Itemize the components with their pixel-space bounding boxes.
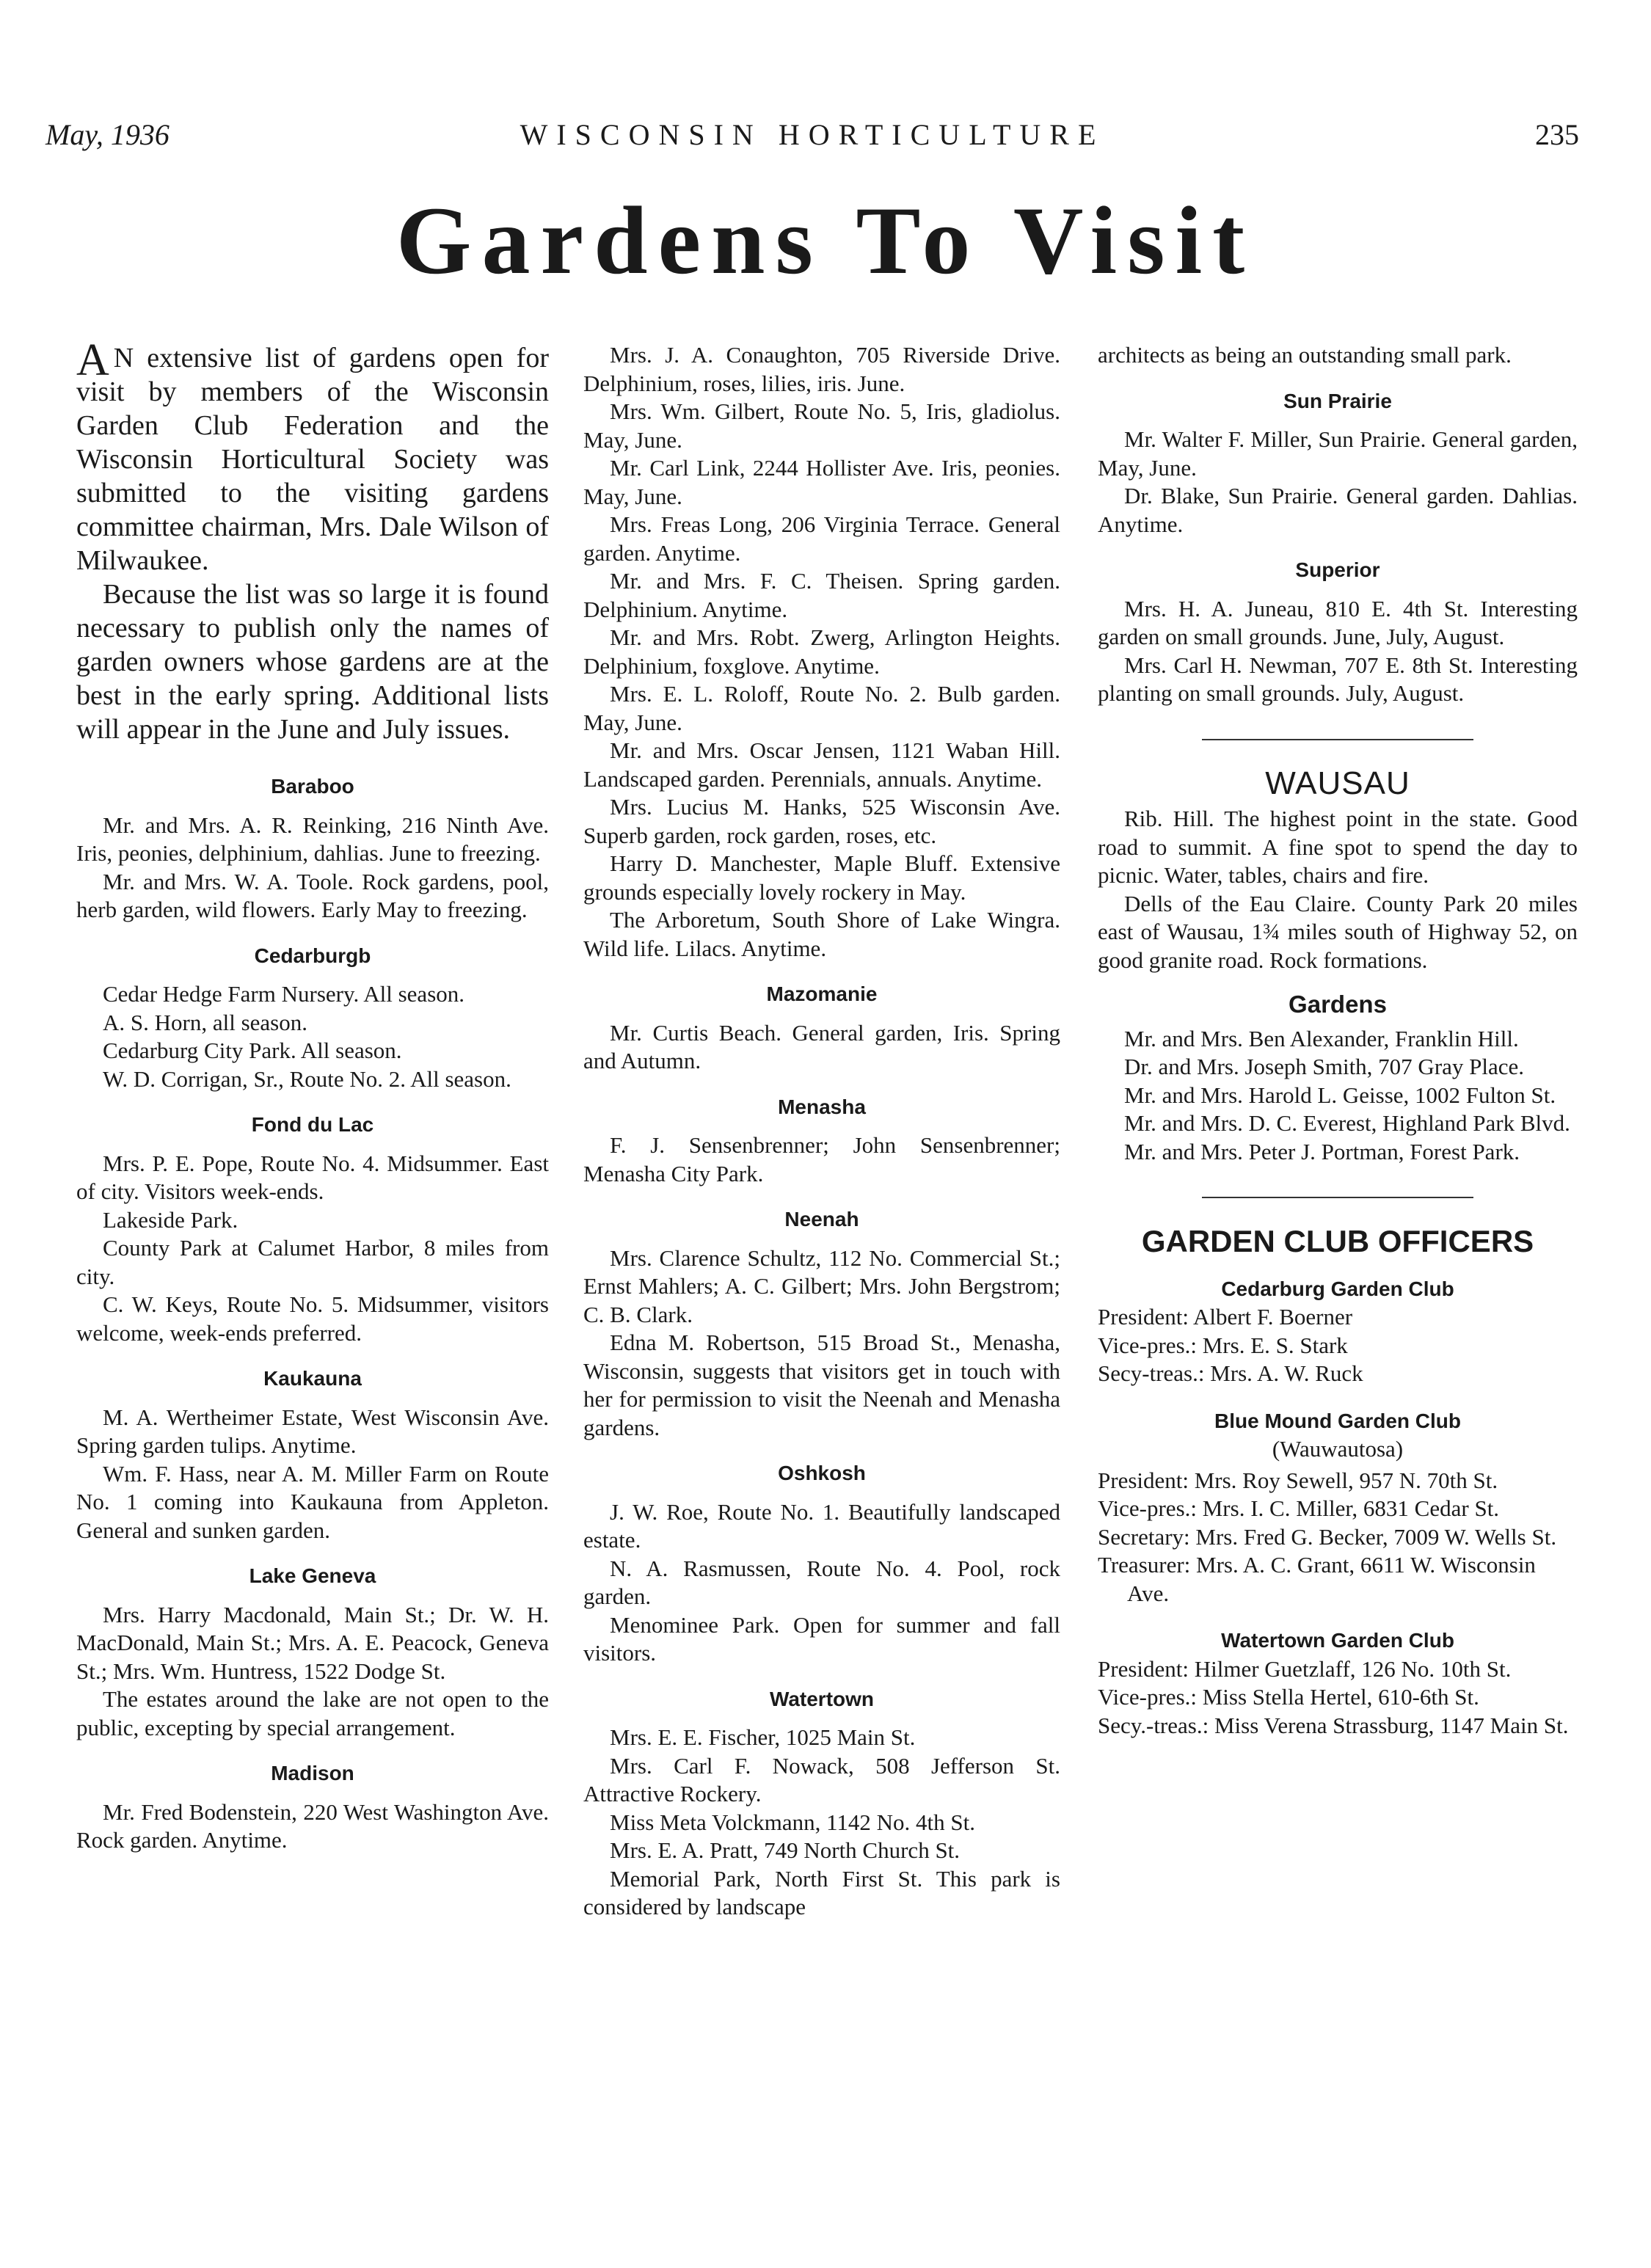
officer-line: Vice-pres.: Miss Stella Hertel, 610-6th St. [1098,1684,1479,1710]
garden-entry: Mr. and Mrs. Oscar Jensen, 1121 Waban Hill. Landscaped garden. Perennials, annuals. Anytime. [583,737,1060,792]
garden-entry: Mrs. P. E. Pope, Route No. 4. Midsummer. East of city. Visitors week-ends. [76,1150,549,1204]
intro [76,335,549,746]
garden-entry: The estates around the lake are not open to the public, excepting by special arrangement. [76,1686,549,1740]
location-heading: Baraboo [271,775,354,798]
garden-entry: Mr. and Mrs. Harold L. Geisse, 1002 Fulton St. [1124,1082,1556,1108]
column-3 [1098,341,1578,1740]
officers-heading: GARDEN CLUB OFFICERS [1141,1224,1534,1258]
officer-clubs [1098,1275,1578,1740]
page-header [45,117,1579,161]
listing-group [583,1093,1060,1189]
garden-entry: Mr. and Mrs. D. C. Everest, Highland Park Blvd. [1124,1110,1570,1136]
location-heading: Neenah [784,1208,859,1230]
location-heading: Madison [271,1762,354,1784]
listing-group [583,1206,1060,1442]
location-heading: Watertown [769,1687,875,1710]
garden-entry: Mrs. Clarence Schultz, 112 No. Commercial St.; Ernst Mahlers; A. C. Gilbert; Mrs. John Bergstrom; C. B. Clark. [583,1244,1060,1327]
intro-text-1: N extensive list of gardens open for visit by members of the Wisconsin Garden Club Federation and the Wisconsin Horticultural Society was submitted to the visiting gardens committee chairman, Mrs. Dale Wilson of Milwaukee. [76,343,549,576]
listing-group [583,1685,1060,1922]
garden-entry: Dr. and Mrs. Joseph Smith, 707 Gray Place. [1124,1054,1525,1079]
garden-entry: Mrs. Harry Macdonald, Main St.; Dr. W. H. MacDonald, Main St.; Mrs. A. E. Peacock, Geneva St.; Mrs. Wm. Huntress, 1522 Dodge St. [76,1601,549,1684]
column-2 [583,341,1060,1922]
garden-entry: Mr. Carl Link, 2244 Hollister Ave. Iris, peonies. May, June. [583,455,1060,509]
club-block [1098,1275,1578,1388]
club-block [1098,1407,1578,1608]
garden-entry: Mrs. Freas Long, 206 Virginia Terrace. General garden. Anytime. [583,511,1060,566]
location-heading: Superior [1295,558,1380,581]
gardens-heading: Gardens [1289,991,1387,1018]
garden-entry: Mrs. J. A. Conaughton, 705 Riverside Drive. Delphinium, roses, lilies, iris. June. [583,342,1060,396]
listing-group [1098,387,1578,539]
garden-entry: N. A. Rasmussen, Route No. 4. Pool, rock garden. [583,1555,1060,1609]
garden-entry: A. S. Horn, all season. [103,1009,307,1035]
garden-entry: Wm. F. Hass, near A. M. Miller Farm on Route No. 1 coming into Kaukauna from Appleton. General and sunken garden. [76,1460,549,1543]
garden-entry: W. D. Corrigan, Sr., Route No. 2. All season. [103,1065,511,1092]
listing-group [76,1111,549,1347]
listing-group [1098,556,1578,708]
garden-entry: County Park at Calumet Harbor, 8 miles from city. [76,1235,549,1289]
garden-entry: Mr. Fred Bodenstein, 220 West Washington Ave. Rock garden. Anytime. [76,1798,549,1853]
officer-line: Secretary: Mrs. Fred G. Becker, 7009 W. Wells St. [1098,1523,1557,1550]
garden-entry: Mr. Curtis Beach. General garden, Iris. Spring and Autumn. [583,1019,1060,1073]
listing-group [76,1562,549,1742]
garden-entry: Miss Meta Volckmann, 1142 No. 4th St. [610,1809,976,1835]
listing-group [583,1459,1060,1668]
page-number: 235 [1535,118,1579,151]
wausau-heading: WAUSAU [1265,765,1410,801]
garden-entry: Mrs. E. E. Fischer, 1025 Main St. [610,1724,916,1750]
column-3-listings [1098,387,1578,708]
wausau-entry: Dells of the Eau Claire. County Park 20 miles east of Wausau, 1¾ miles south of Highway 52, on good granite road. Rock formations. [1098,890,1578,973]
column-1 [76,335,549,1855]
location-heading: Cedarburgb [254,944,371,967]
officer-line: Secy.-treas.: Miss Verena Strassburg, 1147 Main St. [1098,1712,1569,1738]
column-1-listings [76,773,549,1855]
garden-entry: J. W. Roe, Route No. 1. Beautifully landscaped estate. [583,1498,1060,1553]
continuation-text: architects as being an outstanding small park. [1098,342,1512,368]
intro-paragraph: Because the list was so large it is found necessary to publish only the names of garden owners whose gardens are at the best in the early spring. Additional lists will appear in the June and July issues. [76,579,549,745]
location-heading: Kaukauna [263,1367,362,1390]
location-heading: Menasha [778,1095,866,1118]
garden-entry: Mrs. E. A. Pratt, 749 North Church St. [610,1837,961,1863]
intro-paragraph [76,335,549,577]
club-name: Cedarburg Garden Club [1221,1277,1454,1300]
listing-group [76,1365,549,1545]
garden-entry: C. W. Keys, Route No. 5. Midsummer, visitors welcome, week-ends preferred. [76,1291,549,1346]
garden-entry: Mrs. E. L. Roloff, Route No. 2. Bulb garden. May, June. [583,681,1060,735]
listing-group [76,773,549,925]
garden-entry: Cedarburg City Park. All season. [103,1038,402,1063]
garden-entry: Mr. and Mrs. A. R. Reinking, 216 Ninth Ave. Iris, peonies, delphinium, dahlias. June to freezing. [76,812,549,866]
divider-rule [1202,1197,1473,1198]
officer-line: Vice-pres.: Mrs. I. C. Miller, 6831 Cedar St. [1098,1495,1500,1521]
wausau-entries [1098,805,1578,974]
garden-entry: M. A. Wertheimer Estate, West Wisconsin Ave. Spring garden tulips. Anytime. [76,1404,549,1458]
location-heading: Sun Prairie [1283,389,1392,412]
officer-line: President: Hilmer Guetzlaff, 126 No. 10th St. [1098,1655,1512,1682]
garden-entry: Mr. and Mrs. Peter J. Portman, Forest Park. [1124,1138,1520,1164]
garden-entry: Dr. Blake, Sun Prairie. General garden. Dahlias. Anytime. [1098,483,1578,537]
club-name: Blue Mound Garden Club [1214,1409,1461,1432]
club-block [1098,1627,1578,1740]
listing-group [76,1760,549,1855]
garden-entry: Cedar Hedge Farm Nursery. All season. [103,981,465,1007]
garden-entry: Mrs. Wm. Gilbert, Route No. 5, Iris, gladiolus. May, June. [583,398,1060,453]
garden-entry: Mr. and Mrs. Robt. Zwerg, Arlington Heights. Delphinium, foxglove. Anytime. [583,624,1060,679]
wausau-gardens [1098,1025,1578,1167]
officer-line: Secy-treas.: Mrs. A. W. Ruck [1098,1360,1363,1386]
garden-entry: Harry D. Manchester, Maple Bluff. Extensive grounds especially lovely rockery in May. [583,850,1060,905]
garden-entry: Edna M. Robertson, 515 Broad St., Menasha, Wisconsin, suggests that visitors get in touch with her for permission to visit the Neenah and Menasha gardens. [583,1330,1060,1440]
garden-entry: Mr. Walter F. Miller, Sun Prairie. General garden, May, June. [1098,426,1578,481]
garden-entry: Mr. and Mrs. W. A. Toole. Rock gardens, pool, herb garden, wild flowers. Early May to freezing. [76,868,549,922]
article-title: Gardens To Visit [396,186,1255,294]
drop-cap: A [76,335,109,385]
club-location: (Wauwautosa) [1272,1436,1404,1462]
listing-group [76,942,549,1094]
garden-entry: The Arboretum, South Shore of Lake Wingra. Wild life. Lilacs. Anytime. [583,907,1060,961]
location-heading: Fond du Lac [251,1113,374,1136]
garden-entry: F. J. Sensenbrenner; John Sensenbrenner; Menasha City Park. [583,1132,1060,1186]
listing-group [583,341,1060,963]
club-name: Watertown Garden Club [1221,1629,1454,1652]
garden-entry: Mrs. Carl F. Nowack, 508 Jefferson St. Attractive Rockery. [583,1752,1060,1806]
officer-line: President: Mrs. Roy Sewell, 957 N. 70th St. [1098,1467,1498,1493]
location-heading: Oshkosh [778,1462,866,1484]
journal-title: WISCONSIN HORTICULTURE [520,118,1105,151]
garden-entry: Mr. and Mrs. F. C. Theisen. Spring garden. Delphinium. Anytime. [583,568,1060,622]
garden-entry: Mrs. Lucius M. Hanks, 525 Wisconsin Ave. Superb garden, rock garden, roses, etc. [583,794,1060,848]
garden-entry: Mr. and Mrs. Ben Alexander, Franklin Hill. [1124,1025,1519,1051]
listing-group [583,980,1060,1076]
issue-date: May, 1936 [45,118,170,151]
garden-entry: Lakeside Park. [103,1206,238,1233]
garden-entry: Menominee Park. Open for summer and fall visitors. [583,1611,1060,1666]
officer-line: Treasurer: Mrs. A. C. Grant, 6611 W. Wisconsin Ave. [1098,1552,1536,1606]
garden-entry: Mrs. H. A. Juneau, 810 E. 4th St. Interesting garden on small grounds. June, July, August. [1098,595,1578,649]
location-heading: Lake Geneva [249,1564,376,1587]
divider-rule [1202,739,1473,740]
column-2-listings [583,341,1060,1922]
garden-entry: Memorial Park, North First St. This park is considered by landscape [583,1865,1060,1919]
location-heading: Mazomanie [766,982,878,1005]
officer-line: President: Albert F. Boerner [1098,1304,1353,1330]
garden-entry: Mrs. Carl H. Newman, 707 E. 8th St. Interesting planting on small grounds. July, August. [1098,652,1578,706]
wausau-entry: Rib. Hill. The highest point in the state. Good road to summit. A fine spot to spend the day to picnic. Water, tables, chairs and fire. [1098,806,1578,888]
officer-line: Vice-pres.: Mrs. E. S. Stark [1098,1332,1348,1358]
